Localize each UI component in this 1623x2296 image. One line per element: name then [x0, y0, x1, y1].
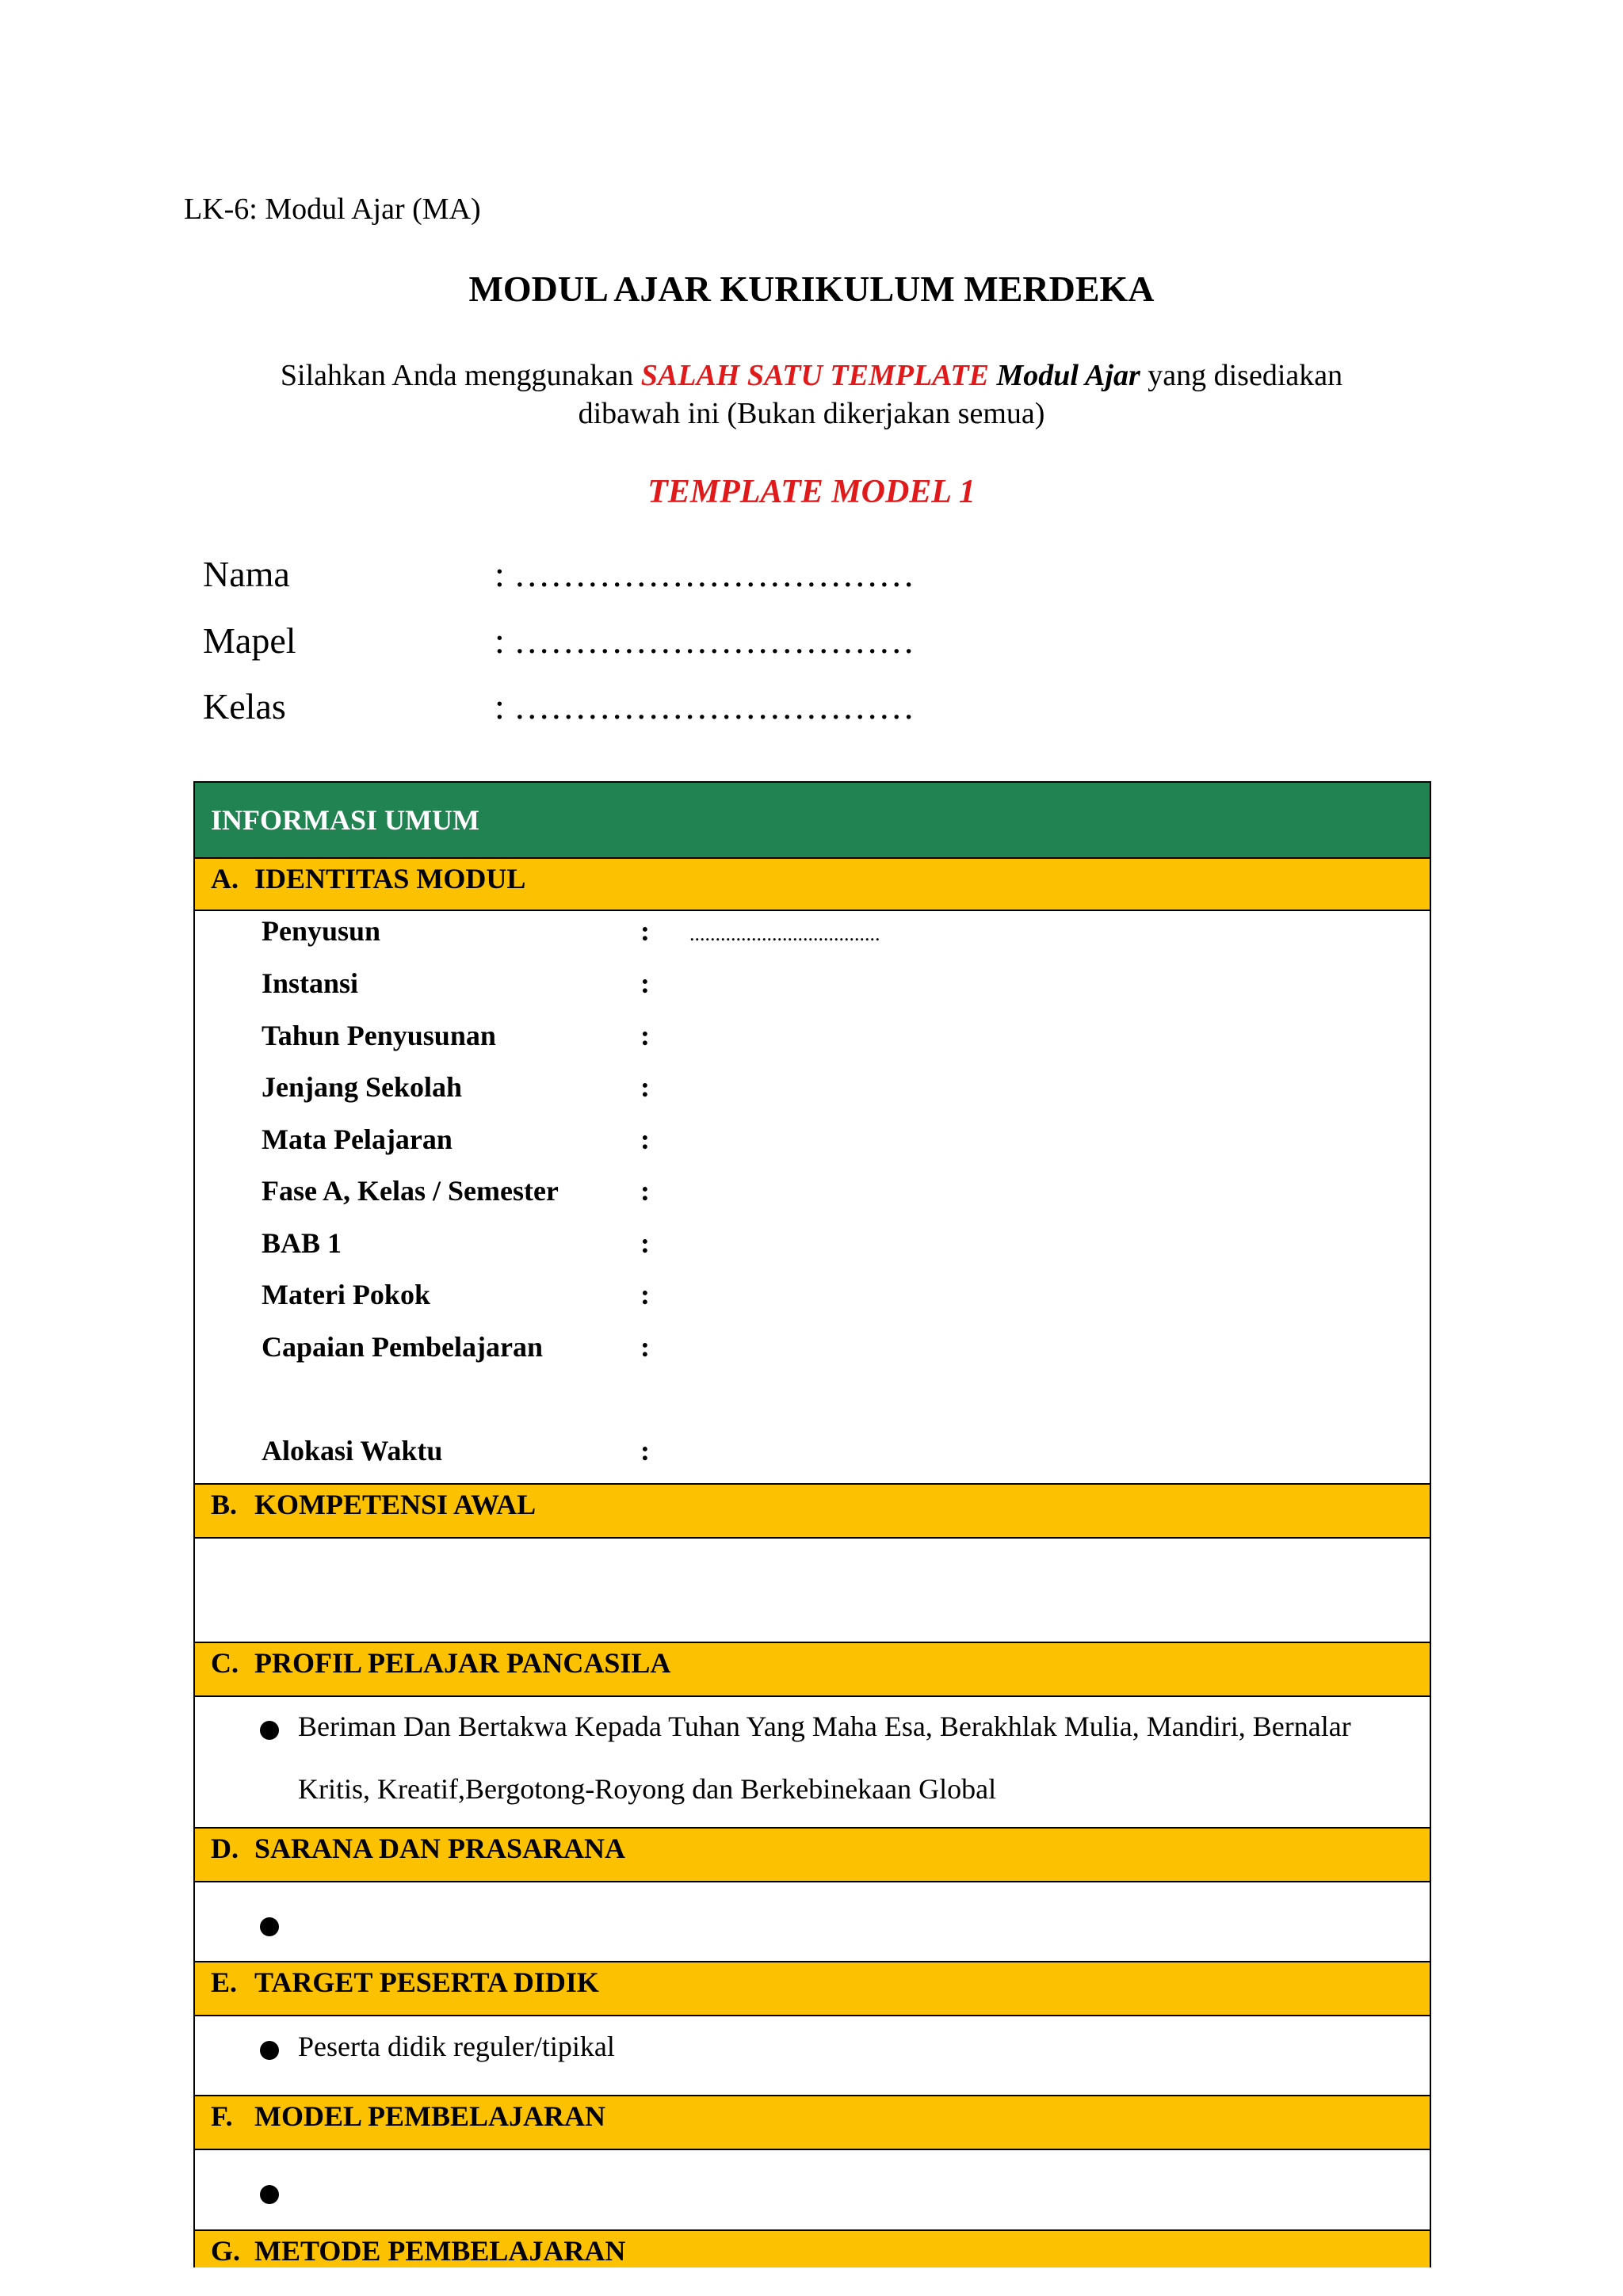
- field-colon: :: [640, 1227, 650, 1259]
- profil-text-line-1: Beriman Dan Bertakwa Kepada Tuhan Yang Maha Esa, Berakhlak Mulia, Mandiri, Bernalar: [298, 1711, 1351, 1742]
- section-c-letter: C.: [211, 1647, 239, 1679]
- field-label: Fase A, Kelas / Semester: [262, 1175, 559, 1207]
- informasi-umum-table: [193, 781, 1431, 2267]
- mapel-label: Mapel: [203, 620, 296, 661]
- field-label: Materi Pokok: [262, 1279, 430, 1310]
- section-d-title: SARANA DAN PRASARANA: [254, 1833, 626, 1864]
- field-colon: :: [640, 1020, 650, 1051]
- kelas-value: : ……………………………: [495, 686, 915, 727]
- section-e-title: TARGET PESERTA DIDIK: [254, 1966, 599, 1998]
- section-a-letter: A.: [211, 863, 239, 894]
- field-label: Tahun Penyusunan: [262, 1020, 496, 1051]
- mapel-value: : ……………………………: [495, 620, 915, 661]
- field-label: Alokasi Waktu: [262, 1435, 443, 1466]
- field-label: BAB 1: [262, 1227, 342, 1259]
- intro-emphasis: Modul Ajar: [996, 359, 1140, 392]
- field-label: Mata Pelajaran: [262, 1123, 453, 1155]
- section-f-header: [195, 2095, 1430, 2150]
- intro-line-2: dibawah ini (Bukan dikerjakan semua): [578, 397, 1045, 430]
- section-a-title: IDENTITAS MODUL: [254, 863, 526, 894]
- field-colon: :: [640, 1435, 650, 1466]
- field-colon: :: [640, 967, 650, 999]
- section-b-title: KOMPETENSI AWAL: [254, 1489, 537, 1520]
- intro-text: [0, 357, 1623, 433]
- section-g-title: METODE PEMBELAJARAN: [254, 2235, 626, 2267]
- nama-label: Nama: [203, 554, 290, 594]
- section-a-header: [195, 857, 1430, 911]
- section-g-header: [195, 2229, 1430, 2267]
- header-note: LK-6: Modul Ajar (MA): [184, 193, 481, 226]
- field-label: Capaian Pembelajaran: [262, 1331, 543, 1363]
- field-colon: :: [640, 1175, 650, 1207]
- table-header: INFORMASI UMUM: [195, 783, 1430, 857]
- field-label: Jenjang Sekolah: [262, 1071, 463, 1103]
- field-colon: :: [640, 915, 650, 947]
- bullet-icon: [260, 1721, 279, 1740]
- intro-red-emphasis: SALAH SATU TEMPLATE: [640, 359, 989, 392]
- section-f-title: MODEL PEMBELAJARAN: [254, 2100, 606, 2132]
- template-title: TEMPLATE MODEL 1: [647, 474, 976, 510]
- section-b-letter: B.: [211, 1489, 238, 1520]
- intro-part1: Silahkan Anda menggunakan: [280, 359, 641, 392]
- profil-text-line-2: Kritis, Kreatif,Bergotong-Royong dan Berkebinekaan Global: [298, 1773, 997, 1805]
- field-colon: :: [640, 1331, 650, 1363]
- section-e-letter: E.: [211, 1966, 238, 1998]
- intro-part2: yang disediakan: [1140, 359, 1343, 392]
- intro-line-1: [0, 357, 1623, 395]
- bullet-icon: [260, 2041, 279, 2060]
- section-b-header: [195, 1483, 1430, 1539]
- bullet-icon: [260, 2185, 279, 2204]
- field-colon: :: [640, 1279, 650, 1310]
- field-colon: :: [640, 1123, 650, 1155]
- field-label: Penyusun: [262, 915, 381, 947]
- field-label: Instansi: [262, 967, 359, 999]
- section-e-header: [195, 1961, 1430, 2016]
- field-colon: :: [640, 1071, 650, 1103]
- bullet-icon: [260, 1917, 279, 1936]
- section-c-header: [195, 1642, 1430, 1697]
- section-g-letter: G.: [211, 2235, 241, 2267]
- field-value-placeholder: .....................................: [689, 922, 880, 945]
- section-d-letter: D.: [211, 1833, 239, 1864]
- nama-value: : ……………………………: [495, 554, 915, 594]
- page-title: MODUL AJAR KURIKULUM MERDEKA: [468, 269, 1155, 309]
- section-f-letter: F.: [211, 2100, 233, 2132]
- section-c-title: PROFIL PELAJAR PANCASILA: [254, 1647, 671, 1679]
- target-text: Peserta didik reguler/tipikal: [298, 2031, 615, 2062]
- section-d-header: [195, 1827, 1430, 1882]
- kelas-label: Kelas: [203, 686, 286, 727]
